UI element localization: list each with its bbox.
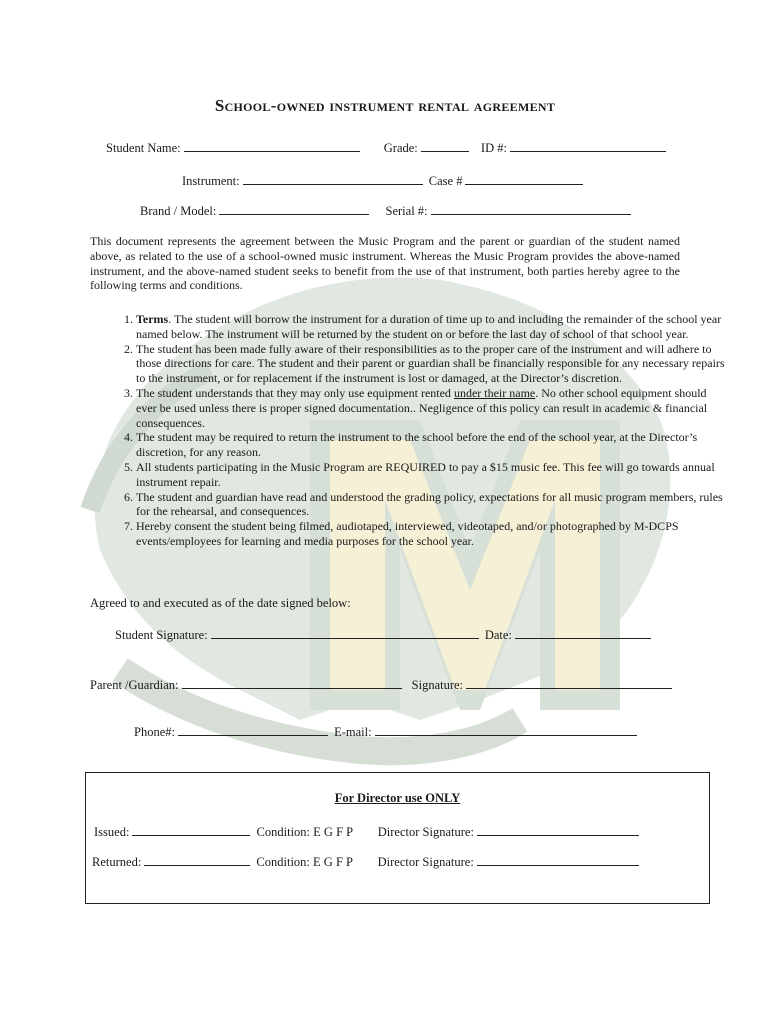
issued-field[interactable]	[132, 823, 250, 836]
serial-label: Serial #:	[385, 204, 428, 218]
grade-field[interactable]	[421, 139, 469, 152]
phone-label: Phone#:	[134, 725, 175, 739]
parent-label: Parent /Guardian:	[90, 678, 179, 692]
issued-director-signature-label: Director Signature:	[377, 825, 474, 839]
instrument-field[interactable]	[243, 172, 423, 185]
director-title: For Director use ONLY	[334, 791, 461, 805]
term-3-text-a: The student understands that they may only use equipment rented	[136, 385, 454, 400]
case-field[interactable]	[465, 172, 583, 185]
list-item	[136, 312, 726, 342]
student-name-label: Student Name:	[106, 141, 181, 155]
instrument-row	[182, 172, 586, 189]
returned-director-signature-label: Director Signature:	[377, 855, 474, 869]
student-name-field[interactable]	[184, 139, 360, 152]
email-field[interactable]	[375, 723, 637, 736]
list-item	[136, 386, 726, 430]
parent-signature-row	[90, 676, 675, 693]
term-3-text-b: . No other school equipment should ever be used unless there is proper signed documentation.. Negligence of this policy can result in academic & financial consequences.	[136, 385, 708, 430]
issued-director-signature-field[interactable]	[477, 823, 639, 836]
list-item: 7. Hereby consent the student being filmed, audiotaped, interviewed, videotaped, and/or photographed by M-DCPS events/employees for learning and media purposes for the school year.	[136, 519, 726, 549]
parent-signature-field[interactable]	[466, 676, 672, 689]
brand-field[interactable]	[219, 202, 369, 215]
returned-condition-label: Condition: E G F P	[256, 855, 353, 869]
term-1-text: . The student will borrow the instrument for a duration of time up to and including the remainder of the school year named below. The instrument will be returned by the student on or before the last day of school of that school year.	[136, 312, 722, 341]
brand-label: Brand / Model:	[140, 204, 217, 218]
contact-row	[134, 723, 640, 740]
id-label: ID #:	[480, 141, 507, 155]
intro-paragraph: This document represents the agreement between the Music Program and the parent or guardian of the student named above, as related to the use of a school-owned music instrument. Whereas the Music Program provides the above-named instrument, and the above-named student seeks to benefit from the use of that instrument, both parties hereby agree to the following terms and conditions.	[90, 234, 680, 293]
term-1-title: Terms	[136, 312, 169, 326]
list-item: 5. All students participating in the Music Program are REQUIRED to pay a $15 music fee. This fee will go towards annual instrument repair.	[136, 460, 726, 490]
date-label: Date:	[484, 628, 512, 642]
terms-list	[90, 312, 726, 549]
phone-field[interactable]	[178, 723, 328, 736]
student-signature-row	[115, 626, 654, 643]
case-label: Case #	[428, 174, 463, 188]
returned-row	[92, 853, 642, 870]
issued-row	[94, 823, 642, 840]
issued-condition-label: Condition: E G F P	[256, 825, 353, 839]
agreed-statement: Agreed to and executed as of the date signed below:	[90, 596, 351, 610]
student-signature-label: Student Signature:	[115, 628, 208, 642]
returned-field[interactable]	[144, 853, 250, 866]
list-item: 2. The student has been made fully aware of their responsibilities as to the proper care of the instrument and will adhere to those directions for care. The student and their parent or guardian shall be financially responsible for any necessary repairs to the instrument, or for replacement if the instrument is lost or damaged, at the Director’s discretion.	[136, 342, 726, 386]
instrument-label: Instrument:	[182, 174, 240, 188]
page-title: School-owned instrument rental agreement	[214, 96, 556, 115]
signature-label: Signature:	[411, 678, 464, 692]
student-signature-field[interactable]	[211, 626, 479, 639]
list-item: 6. The student and guardian have read and understood the grading policy, expectations for all music program members, rules for the rehearsal, and consequences.	[136, 490, 726, 520]
parent-field[interactable]	[182, 676, 402, 689]
director-section	[85, 772, 710, 904]
id-field[interactable]	[510, 139, 666, 152]
returned-director-signature-field[interactable]	[477, 853, 639, 866]
date-field[interactable]	[515, 626, 651, 639]
issued-label: Issued:	[94, 825, 130, 839]
student-info-row	[106, 139, 669, 156]
list-item: 4. The student may be required to return the instrument to the school before the end of the school year, at the Director’s discretion, for any reason.	[136, 430, 726, 460]
grade-label: Grade:	[383, 141, 418, 155]
brand-row	[140, 202, 634, 219]
serial-field[interactable]	[431, 202, 631, 215]
returned-label: Returned:	[92, 855, 142, 869]
term-3-underlined: under their name	[453, 385, 536, 400]
email-label: E-mail:	[334, 725, 372, 739]
